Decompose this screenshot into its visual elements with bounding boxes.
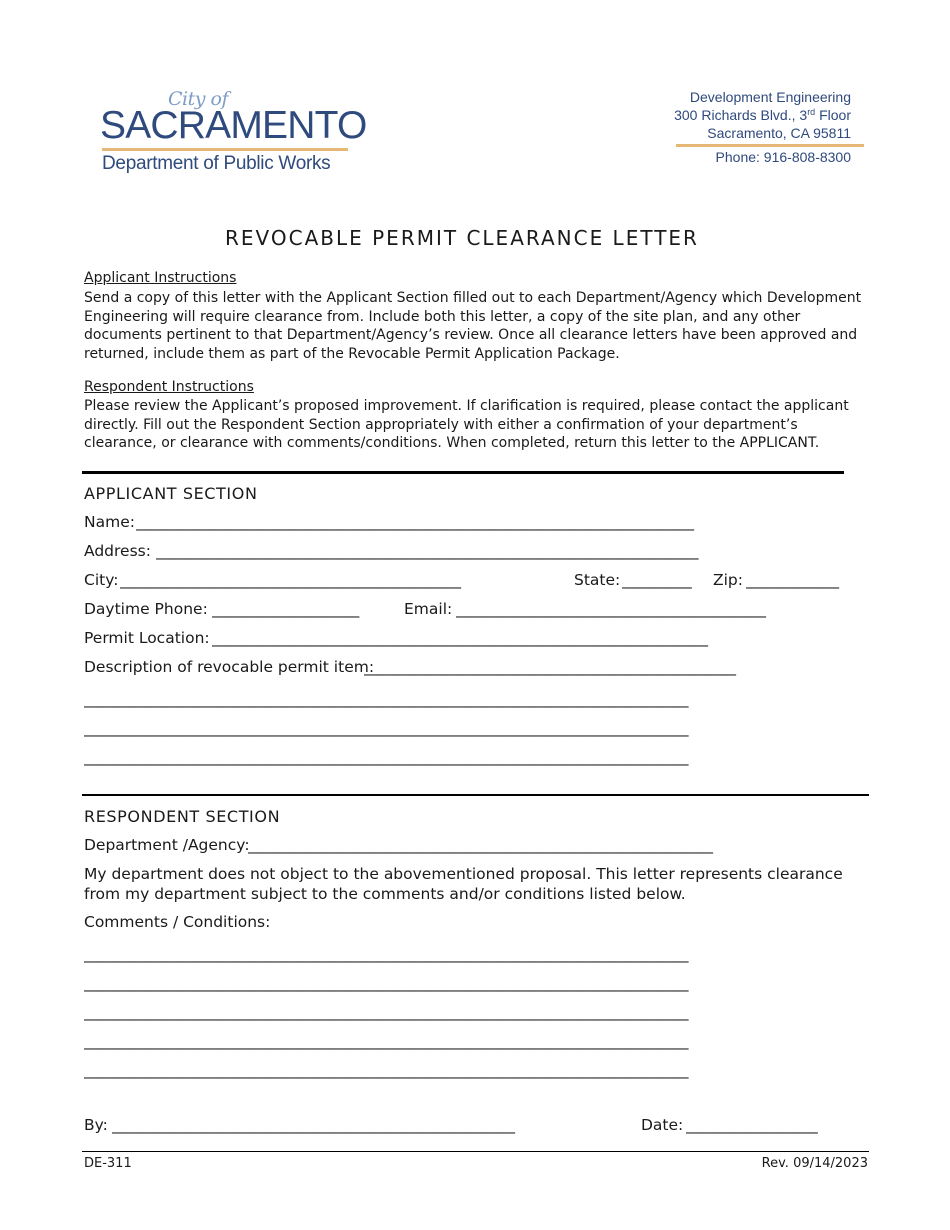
logo-sacramento: SACRAMENTO [100, 104, 367, 147]
daytime-phone-field[interactable]: ___________________ [212, 600, 360, 618]
email-label: Email: [404, 600, 453, 618]
clearance-statement: My department does not object to the abovementioned proposal. This letter represents clearance from my department subject to the comments and/or conditions listed below. [84, 865, 843, 903]
logo-department: Department of Public Works [102, 153, 331, 174]
contact-address [674, 88, 851, 142]
date-label: Date: [641, 1116, 684, 1134]
applicant-instructions-body: Send a copy of this letter with the Applicant Section filled out to each Department/Agency which Development Engineering will require clearance from. Include both this letter, a copy of the site plan, and any other documents pertinent to that Department/Agency’s review. Once all clearance letters have been approved and returned, include them as part of the Revocable Permit Application Package. [84, 290, 862, 362]
description-label: Description of revocable permit item: [84, 658, 375, 676]
respondent-section-heading: RESPONDENT SECTION [84, 807, 281, 826]
contact-street: 300 Richards Blvd., 3rd Floor [674, 107, 851, 123]
comments-line[interactable]: ______________________________________________________________________________ [84, 1003, 689, 1021]
contact-city: Sacramento, CA 95811 [707, 125, 851, 141]
by-signature-field[interactable]: ____________________________________________________ [112, 1116, 515, 1134]
description-field[interactable]: ________________________________________________ [364, 658, 736, 676]
by-label: By: [84, 1116, 108, 1134]
comments-line[interactable]: ______________________________________________________________________________ [84, 974, 689, 992]
respondent-instructions-body: Please review the Applicant’s proposed improvement. If clarification is required, please contact the applicant directly. Fill out the Respondent Section appropriately with either a confirmation of your department’s clearance, or clearance with comments/conditions. When completed, return this letter to the APPLICANT. [84, 398, 849, 451]
zip-field[interactable]: ____________ [746, 571, 839, 589]
department-agency-label: Department /Agency: [84, 836, 250, 854]
zip-label: Zip: [713, 571, 743, 589]
state-field[interactable]: _________ [622, 571, 692, 589]
city-label: City: [84, 571, 119, 589]
department-agency-field[interactable]: ____________________________________________________________ [248, 836, 713, 854]
city-field[interactable]: ____________________________________________ [120, 571, 461, 589]
logo-divider [102, 148, 348, 151]
applicant-section-heading: APPLICANT SECTION [84, 484, 258, 503]
state-label: State: [574, 571, 621, 589]
permit-location-field[interactable]: ________________________________________________________________ [212, 629, 708, 647]
email-field[interactable]: ________________________________________ [456, 600, 766, 618]
logo-city-of: City of [168, 88, 228, 110]
section-divider [82, 471, 844, 474]
permit-location-label: Permit Location: [84, 629, 210, 647]
contact-phone: Phone: 916-808-8300 [715, 149, 851, 165]
revision-date: Rev. 09/14/2023 [761, 1156, 868, 1171]
applicant-instructions-heading: Applicant Instructions [84, 270, 237, 286]
address-label: Address: [84, 542, 151, 560]
section-divider [82, 794, 869, 796]
comments-line[interactable]: ______________________________________________________________________________ [84, 1061, 689, 1079]
description-line[interactable]: ______________________________________________________________________________ [84, 719, 689, 737]
form-id: DE-311 [84, 1156, 132, 1171]
daytime-phone-label: Daytime Phone: [84, 600, 208, 618]
date-field[interactable]: _________________ [686, 1116, 818, 1134]
page-title: REVOCABLE PERMIT CLEARANCE LETTER [225, 226, 699, 250]
name-field[interactable]: ________________________________________________________________________ [136, 513, 694, 531]
footer-divider [82, 1151, 869, 1152]
comments-line[interactable]: ______________________________________________________________________________ [84, 1032, 689, 1050]
contact-division: Development Engineering [689, 89, 851, 105]
contact-divider [676, 144, 864, 147]
name-label: Name: [84, 513, 135, 531]
comments-label: Comments / Conditions: [84, 913, 271, 931]
description-line[interactable]: ______________________________________________________________________________ [84, 690, 689, 708]
description-line[interactable]: ______________________________________________________________________________ [84, 748, 689, 766]
address-field[interactable]: ______________________________________________________________________ [156, 542, 699, 560]
comments-line[interactable]: ______________________________________________________________________________ [84, 945, 689, 963]
respondent-instructions-heading: Respondent Instructions [84, 379, 254, 395]
